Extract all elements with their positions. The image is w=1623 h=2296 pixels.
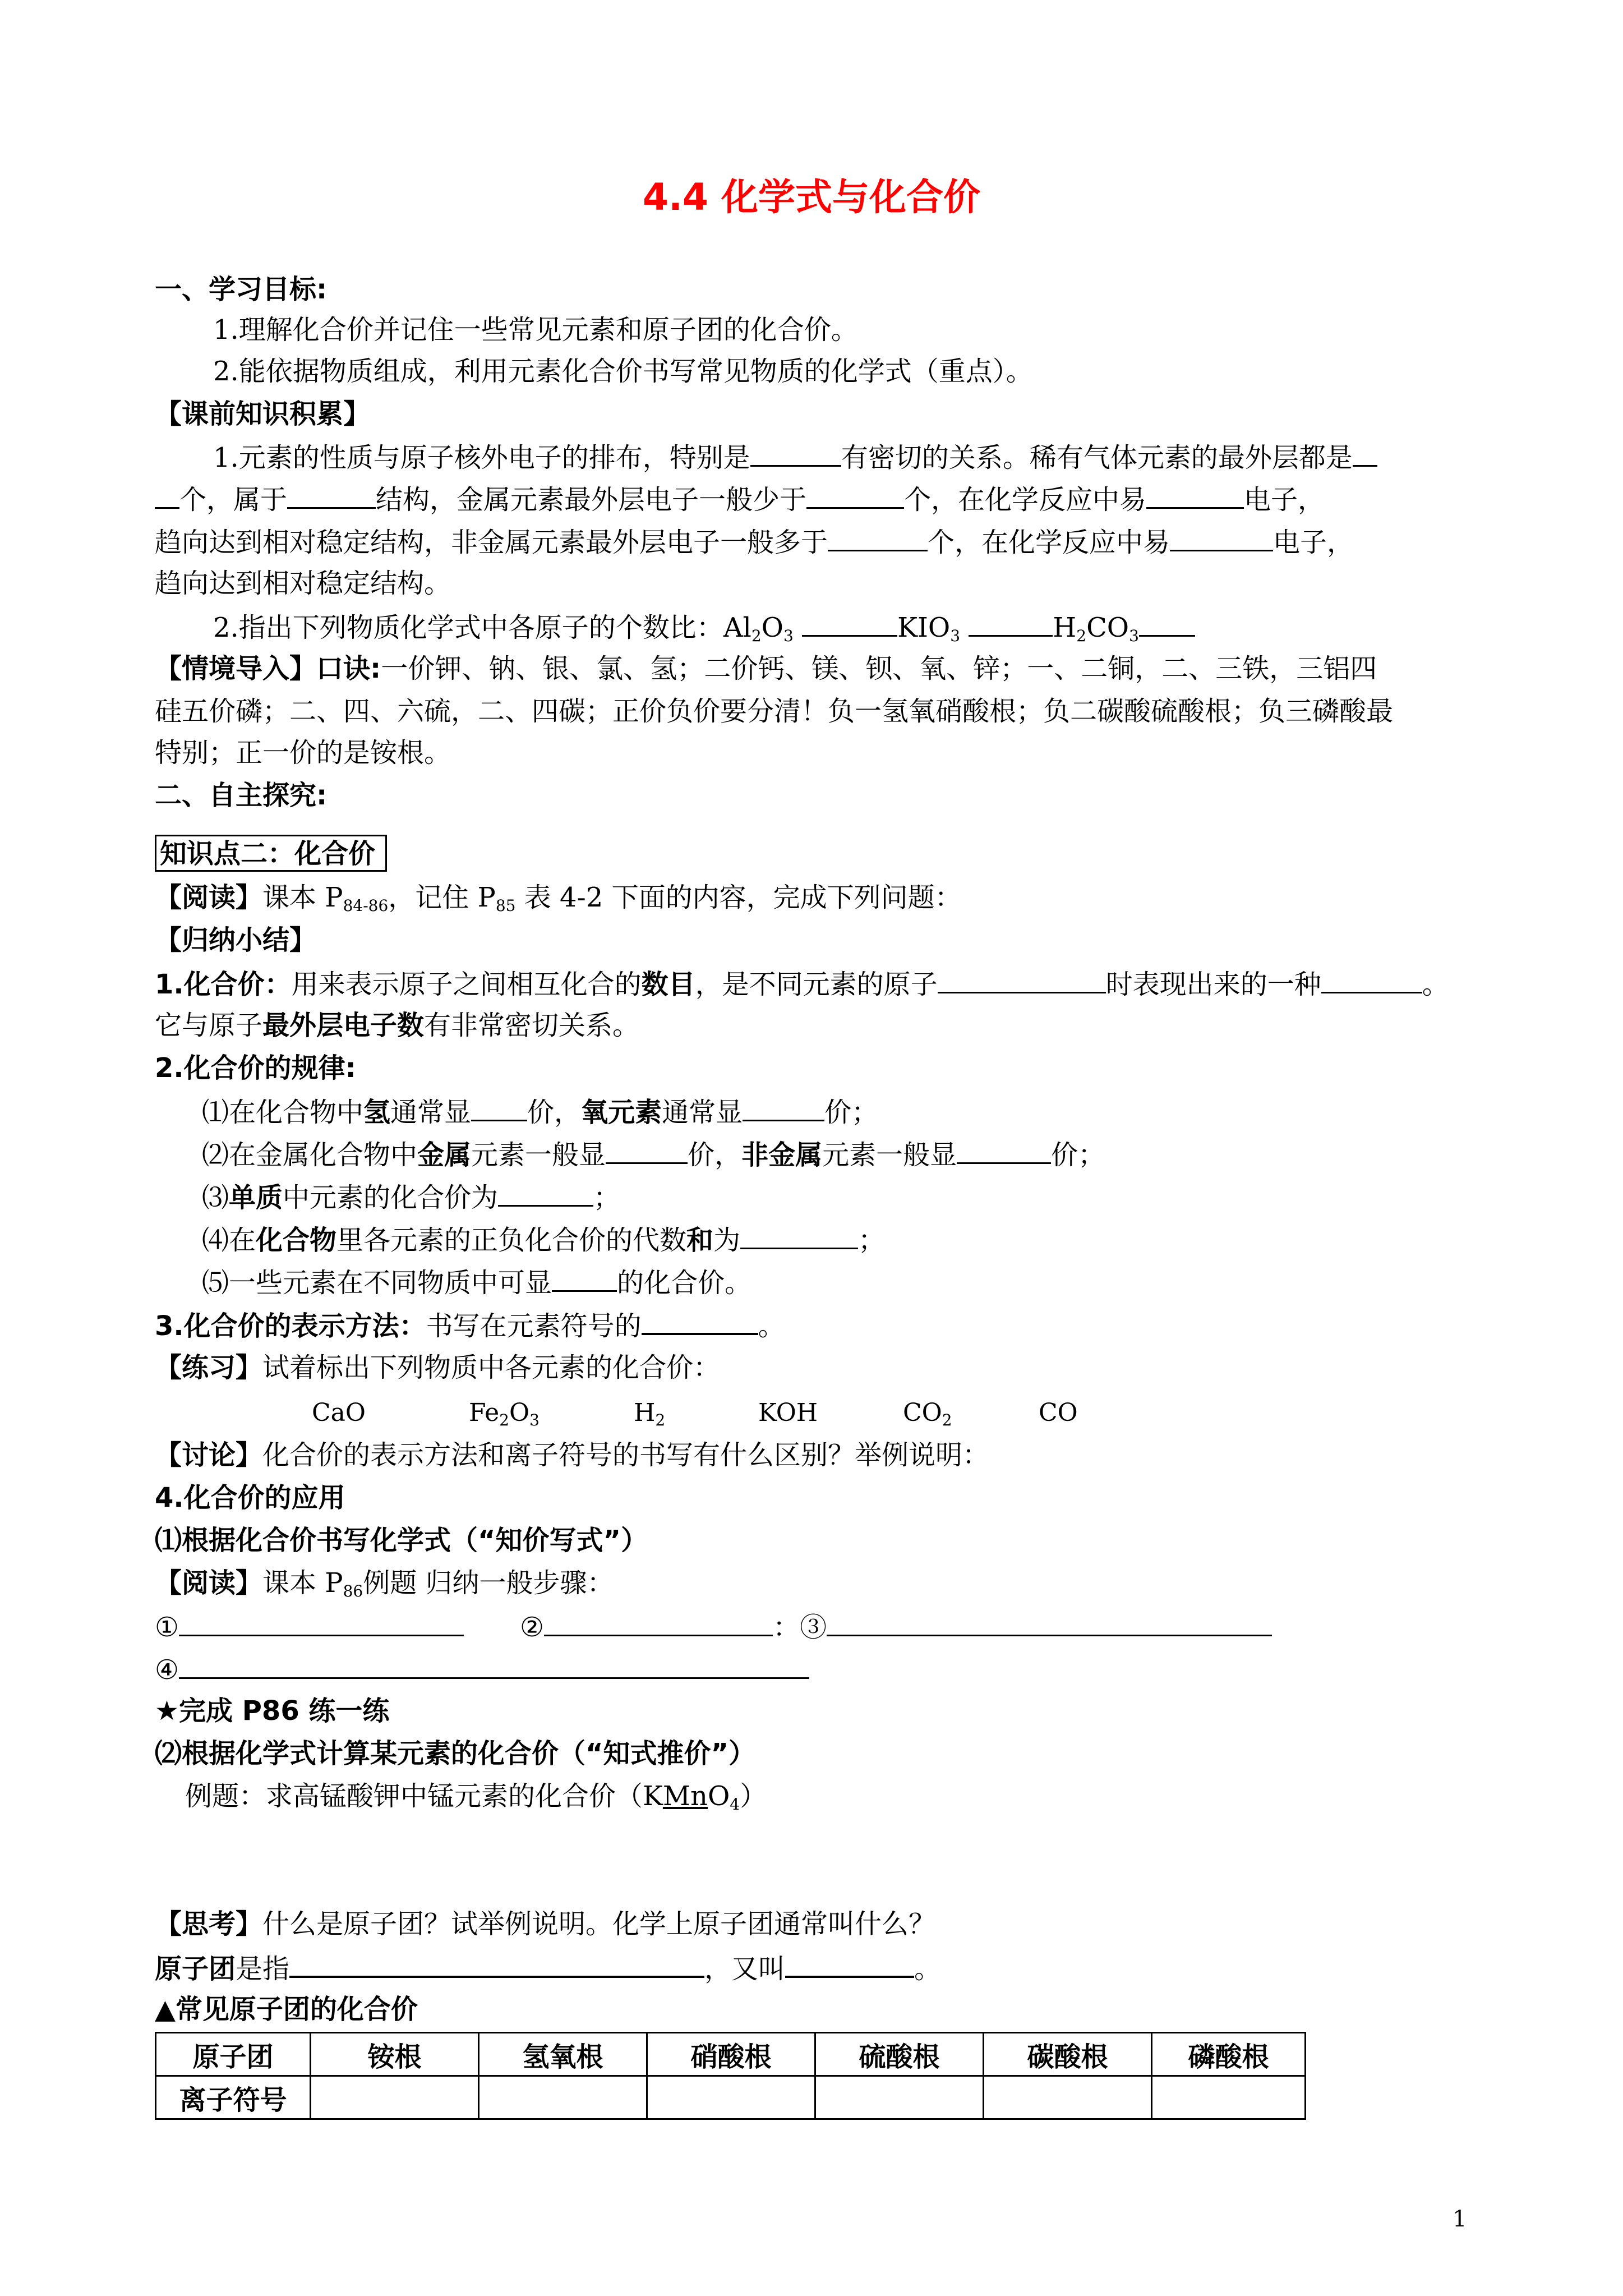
compound-fe2o3: $Fe_2O_3$ [469,1398,540,1429]
blank[interactable] [552,1266,617,1292]
discussion-line: 【讨论】化合价的表示方法和离子符号的书写有什么区别？举例说明： [155,1439,990,1471]
step-3-blank[interactable] [827,1610,1272,1636]
pre-line-2: 个，属于 结构，金属元素最外层电子一般少于 个，在化学反应中易 电子， [155,482,1325,516]
blank[interactable] [471,1095,527,1121]
application-subheading-1: ⑴根据化合价书写化学式（“知价写式”） [155,1525,648,1556]
rule-3: ⑶单质中元素的化合价为 ； [202,1180,620,1213]
pre-line-5: 2.指出下列物质化学式中各原子的个数比：$Al_2O_3$ $KIO_3$ $H_2CO_3$ [213,610,1195,643]
blank[interactable] [498,1180,593,1207]
think-line: 【思考】什么是原子团？试举例说明。化学上原子团通常叫什么？ [155,1908,936,1940]
intro-line-1: 【情境导入】口诀:一价钾、钠、银、氯、氢；二价钙、镁、钡、氧、锌；一、二铜，二、三铁，三铝四 [155,653,1377,684]
col-ammonium: 铵根 [311,2033,479,2076]
section-heading-explore: 二、自主探究: [155,780,328,811]
col-carbonate: 碳酸根 [984,2033,1152,2076]
pre-knowledge-heading: 【课前知识积累】 [155,398,371,430]
blank[interactable] [642,1308,758,1335]
application-read-line: 【阅读】课本 $P_{86}$例题 归纳一般步骤： [155,1567,614,1600]
rule-5: ⑸一些元素在不同物质中可显 的化合价。 [202,1266,751,1299]
definition-line-2: 它与原子最外层电子数有非常密切关系。 [155,1010,640,1041]
blank[interactable] [287,482,376,509]
summary-heading: 【归纳小结】 [155,924,317,956]
rule-4: ⑷在化合物里各元素的正负化合价的代数和为 ； [202,1223,885,1256]
blank[interactable] [938,967,1106,993]
blank[interactable] [289,1951,704,1978]
objective-2: 2.能依据物质组成，利用元素化合价书写常见物质的化学式（重点）。 [213,356,1033,387]
ion-cell[interactable] [479,2076,647,2119]
section-heading-objectives: 一、学习目标: [155,274,328,305]
practice-line: 【练习】试着标出下列物质中各元素的化合价： [155,1352,721,1383]
col-nitrate: 硝酸根 [647,2033,815,2076]
ion-cell[interactable] [815,2076,984,2119]
blank[interactable] [740,1223,858,1249]
formula-kio3: $KIO_3$ [897,612,961,645]
blank[interactable] [750,440,841,467]
ion-cell[interactable] [647,2076,815,2119]
intro-line-2: 硅五价磷；二、四、六硫，二、四碳；正价负价要分清！负一氢氧硝酸根；负二碳酸硫酸根；负三磷酸最 [155,696,1394,727]
blank[interactable] [155,482,179,509]
table-header-row [156,2033,1306,2076]
ion-cell[interactable] [311,2076,479,2119]
col-sulfate: 硫酸根 [815,2033,984,2076]
knowledge-point-label: 知识点二：化合价 [160,838,376,869]
blank[interactable] [806,482,904,509]
step-4-blank[interactable] [179,1653,809,1679]
ion-cell[interactable] [1152,2076,1306,2119]
pre-line-1: 1.元素的性质与原子核外电子的排布，特别是 有密切的关系。稀有气体元素的最外层都是 [213,440,1377,473]
practice-task-star: ★完成 P86 练一练 [155,1695,390,1727]
blank[interactable] [828,525,928,551]
steps-line-1: ① ② ：③ [155,1610,1272,1643]
ion-symbol-label: 离子符号 [156,2076,311,2119]
steps-line-2: ④ [155,1653,809,1686]
pre-line-3: 趋向达到相对稳定结构，非金属元素最外层电子一般多于 个，在化学反应中易 电子， [155,525,1354,558]
blank[interactable] [1139,610,1195,637]
rules-heading: 2.化合价的规律: [155,1052,356,1084]
page-title: 4.4 化学式与化合价 [643,176,980,219]
table-row [156,2076,1306,2119]
table-heading: ▲常见原子团的化合价 [155,1994,418,2025]
step-1-blank[interactable] [179,1610,464,1636]
application-subheading-2: ⑵根据化学式计算某元素的化合价（“知式推价”） [155,1738,756,1769]
atom-group-definition: 原子团是指 ，又叫 。 [155,1951,941,1985]
atom-group-table [155,2032,1306,2120]
blank[interactable] [743,1095,824,1121]
knowledge-point-box [155,835,387,872]
page-number: 1 [1453,2206,1467,2232]
blank[interactable] [1353,440,1377,467]
rule-1: ⑴在化合物中氢通常显 价，氧元素通常显 价； [202,1095,878,1128]
formula-al2o3: $Al_2O_3$ [723,612,794,645]
read-line: 【阅读】课本 $P_{84-86}$，记住 $P_{85}$ 表 4-2 下面的内容，完成下列问题： [155,882,962,915]
blank[interactable] [606,1138,688,1164]
definition-line-1: 1.化合价：用来表示原子之间相互化合的数目，是不同元素的原子 时表现出来的一种 。 [155,967,1449,1000]
blank[interactable] [969,610,1053,637]
blank[interactable] [785,1951,914,1978]
application-heading: 4.化合价的应用 [155,1482,345,1513]
blank[interactable] [1170,525,1273,551]
compound-co2: $CO_2$ [903,1398,952,1429]
objective-1: 1.理解化合价并记住一些常见元素和原子团的化合价。 [213,314,858,346]
intro-line-3: 特别；正一价的是铵根。 [155,737,451,769]
blank[interactable] [802,610,897,637]
compound-cao: CaO [312,1398,366,1427]
representation-line: 3.化合价的表示方法：书写在元素符号的 。 [155,1308,785,1342]
blank[interactable] [1321,967,1422,993]
rule-2: ⑵在金属化合物中金属元素一般显 价，非金属元素一般显 价； [202,1138,1105,1171]
col-phosphate: 磷酸根 [1152,2033,1306,2076]
table-row-head: 原子团 [156,2033,311,2076]
formula-h2co3: $H_2CO_3$ [1053,612,1139,645]
col-hydroxide: 氢氧根 [479,2033,647,2076]
ion-cell[interactable] [984,2076,1152,2119]
example-line: 例题：求高锰酸钾中锰元素的化合价（KMnO$_4$） [185,1780,767,1814]
compound-koh: KOH [758,1398,818,1427]
step-2-blank[interactable] [544,1610,773,1636]
compound-h2: $H_2$ [634,1398,666,1429]
blank[interactable] [1146,482,1244,509]
pre-line-4: 趋向达到相对稳定结构。 [155,568,451,599]
blank[interactable] [957,1138,1051,1164]
compound-co: CO [1039,1398,1078,1427]
